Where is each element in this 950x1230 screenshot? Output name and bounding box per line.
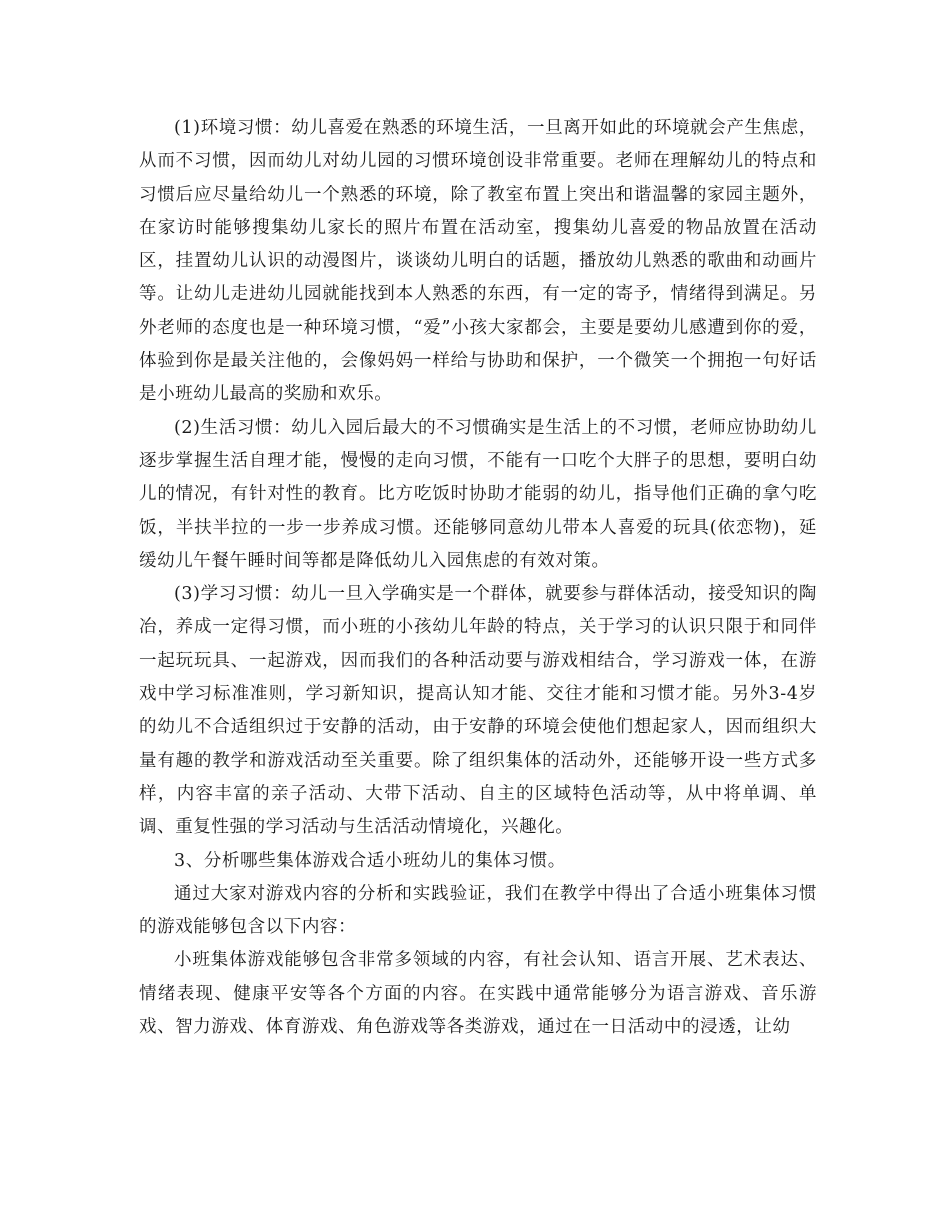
document-body	[139, 112, 817, 1044]
paragraph-learning-habit: (3)学习习惯：幼儿一旦入学确实是一个群体，就要参与群体活动，接受知识的陶冶，养成一定得习惯，而小班的小孩幼儿年龄的特点，关于学习的认识只限于和同伴一起玩玩具、一起游戏，因而我们的各种活动要与游戏相结合，学习游戏一体，在游戏中学习标准准则，学习新知识，提高认知才能、交往才能和习惯才能。另外3-4岁的幼儿不合适组织过于安静的活动，由于安静的环境会使他们想起家人，因而组织大量有趣的教学和游戏活动至关重要。除了组织集体的活动外，还能够开设一些方式多样，内容丰富的亲子活动、大带下活动、自主的区域特色活动等，从中将单调、单调、重复性强的学习活动与生活活动情境化，兴趣化。	[139, 584, 817, 838]
paragraph-life-habit: (2)生活习惯：幼儿入园后最大的不习惯确实是生活上的不习惯，老师应协助幼儿逐步掌握生活自理才能，慢慢的走向习惯，不能有一口吃个大胖子的思想，要明白幼儿的情况，有针对性的教育。比方吃饭时协助才能弱的幼儿，指导他们正确的拿勺吃饭，半扶半拉的一步一步养成习惯。还能够同意幼儿带本人喜爱的玩具(依恋物)，延缓幼儿午餐午睡时间等都是降低幼儿入园焦虑的有效对策。	[139, 417, 817, 571]
paragraph-group-games: 小班集体游戏能够包含非常多领域的内容，有社会认知、语言开展、艺术表达、情绪表现、健康平安等各个方面的内容。在实践中通常能够分为语言游戏、音乐游戏、智力游戏、体育游戏、角色游戏等各类游戏，通过在一日活动中的浸透，让幼	[139, 950, 817, 1038]
paragraph-environment-habit: (1)环境习惯：幼儿喜爱在熟悉的环境生活，一旦离开如此的环境就会产生焦虑，从而不习惯，因而幼儿对幼儿园的习惯环境创设非常重要。老师在理解幼儿的特点和习惯后应尽量给幼儿一个熟悉的环境，除了教室布置上突出和谐温馨的家园主题外，在家访时能够搜集幼儿家长的照片布置在活动室，搜集幼儿喜爱的物品放置在活动区，挂置幼儿认识的动漫图片，谈谈幼儿明白的话题，播放幼儿熟悉的歌曲和动画片等。让幼儿走进幼儿园就能找到本人熟悉的东西，有一定的寄予，情绪得到满足。另外老师的态度也是一种环境习惯，“爱”小孩大家都会，主要是要幼儿感遭到你的爱，体验到你是最关注他的，会像妈妈一样给与协助和保护，一个微笑一个拥抱一句好话是小班幼儿最高的奖励和欢乐。	[139, 118, 817, 405]
section-heading-3: 3、分析哪些集体游戏合适小班幼儿的集体习惯。	[174, 850, 566, 871]
paragraph-analysis-intro: 通过大家对游戏内容的分析和实践验证，我们在教学中得出了合适小班集体习惯的游戏能够包含以下内容：	[139, 883, 817, 938]
